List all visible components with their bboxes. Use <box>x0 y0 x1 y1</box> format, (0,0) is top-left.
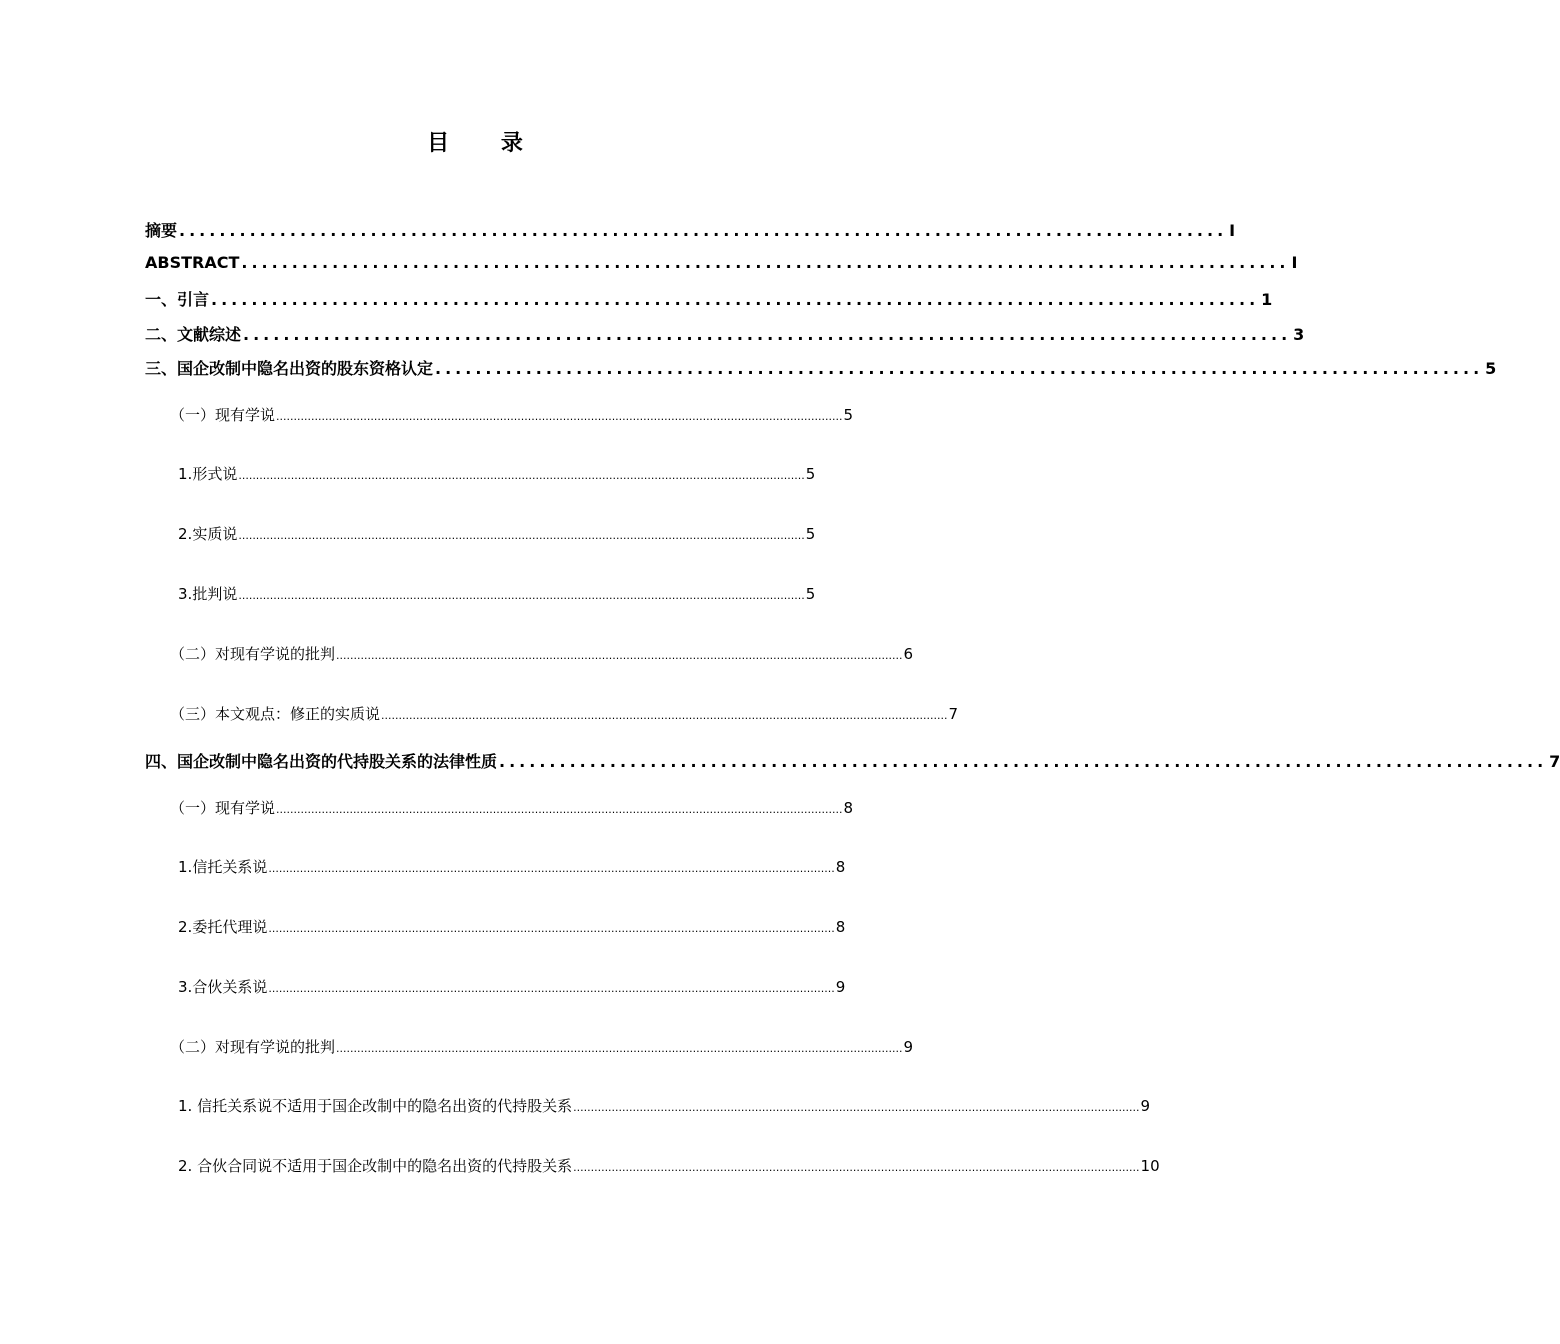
toc-leader-dots: ........................................................................................................ <box>179 221 1228 240</box>
toc-page-number: 8 <box>835 918 846 936</box>
toc-entry-number: 1. <box>178 465 193 483</box>
toc-entry[interactable] <box>178 523 816 544</box>
toc-leader-dots: .................................................................................................................................................................. <box>268 862 835 875</box>
toc-entry-number: 2. <box>178 525 193 543</box>
toc-entry-text: （一）现有学说 <box>170 799 276 817</box>
toc-entry[interactable] <box>145 287 1273 310</box>
toc-entry[interactable] <box>145 322 1305 345</box>
toc-entry-text: （二）对现有学说的批判 <box>170 645 336 663</box>
toc-page-number: 7 <box>1549 752 1560 771</box>
toc-leader-dots: .................................................................................................................................................................. <box>336 649 903 662</box>
toc-leader-dots: .................................................................................................................................................................. <box>268 982 835 995</box>
toc-entry[interactable] <box>170 404 854 425</box>
toc-page-number: 6 <box>903 645 914 663</box>
toc-entry[interactable] <box>178 976 846 997</box>
toc-entry-text: 2. 合伙合同说不适用于国企改制中的隐名出资的代持股关系 <box>178 1157 573 1175</box>
toc-page-number: 5 <box>843 406 854 424</box>
toc-page-number: 8 <box>843 799 854 817</box>
toc-leader-dots: .................................................................................................................................................................. <box>238 589 805 602</box>
toc-leader-dots: .................................................................................................................................................................. <box>276 803 843 816</box>
toc-page-number: 9 <box>903 1038 914 1056</box>
toc-page-number: 5 <box>805 585 816 603</box>
toc-entry[interactable] <box>178 856 846 877</box>
toc-entry-text: 信托关系说 <box>192 858 268 876</box>
toc-page-number: 1 <box>1261 290 1273 309</box>
toc-entry[interactable] <box>178 583 816 604</box>
toc-entry[interactable] <box>145 356 1497 379</box>
toc-entry-number: 1. <box>178 858 193 876</box>
toc-leader-dots: .................................................................................................................................................................. <box>276 410 843 423</box>
page-title: 目 录 <box>427 131 545 156</box>
toc-entry[interactable] <box>178 1095 1151 1116</box>
toc-leader-dots: .................................................................................................................................................................. <box>336 1042 903 1055</box>
toc-entry-text: 实质说 <box>192 525 238 543</box>
toc-entry[interactable] <box>178 1155 1160 1176</box>
toc-entry-text: 二、文献综述 <box>145 325 242 344</box>
toc-entry[interactable] <box>178 463 816 484</box>
toc-page-number: 10 <box>1140 1157 1160 1175</box>
toc-entry[interactable] <box>170 643 914 664</box>
toc-entry-text: 批判说 <box>192 585 238 603</box>
toc-entry[interactable] <box>170 1036 914 1057</box>
toc-entry[interactable] <box>145 749 1560 772</box>
toc-entry-text: 1. 信托关系说不适用于国企改制中的隐名出资的代持股关系 <box>178 1097 573 1115</box>
toc-entry-text: 三、国企改制中隐名出资的股东资格认定 <box>145 359 434 378</box>
toc-entry-text: （三）本文观点：修正的实质说 <box>170 705 381 723</box>
toc-entry-text: 合伙关系说 <box>192 978 268 996</box>
toc-leader-dots: .................................................................................................................................................................. <box>268 922 835 935</box>
toc-entry-text: （一）现有学说 <box>170 406 276 424</box>
toc-leader-dots: ........................................................................................................ <box>435 359 1484 378</box>
toc-leader-dots: .................................................................................................................................................................. <box>238 469 805 482</box>
toc-entry-text: 四、国企改制中隐名出资的代持股关系的法律性质 <box>145 752 498 771</box>
toc-entry-number: 3. <box>178 978 193 996</box>
toc-leader-dots: ........................................................................................................ <box>211 290 1260 309</box>
toc-leader-dots: .................................................................................................................................................................. <box>381 709 948 722</box>
toc-leader-dots: .................................................................................................................................................................. <box>238 529 805 542</box>
toc-entry[interactable] <box>178 916 846 937</box>
toc-page-number: I <box>1291 253 1298 272</box>
toc-page-number: 8 <box>835 858 846 876</box>
toc-page-number: 5 <box>1485 359 1497 378</box>
toc-leader-dots: .................................................................................................................................................................. <box>573 1101 1140 1114</box>
toc-entry[interactable] <box>145 253 1298 272</box>
toc-entry[interactable] <box>170 703 959 724</box>
toc-page-number: 9 <box>1140 1097 1151 1115</box>
toc-entry[interactable] <box>170 797 854 818</box>
toc-entry-text: （二）对现有学说的批判 <box>170 1038 336 1056</box>
toc-entry-text: 形式说 <box>192 465 238 483</box>
toc-leader-dots: .................................................................................................................................................................. <box>573 1161 1140 1174</box>
toc-entry-number: 3. <box>178 585 193 603</box>
toc-leader-dots: ........................................................................................................ <box>241 253 1290 272</box>
toc-page-number: 3 <box>1293 325 1305 344</box>
toc-leader-dots: ........................................................................................................ <box>499 752 1548 771</box>
toc-page-number: 9 <box>835 978 846 996</box>
toc-entry-text: 委托代理说 <box>192 918 268 936</box>
toc-page-number: 5 <box>805 465 816 483</box>
toc-entry[interactable] <box>145 218 1236 241</box>
toc-page-number: 7 <box>948 705 959 723</box>
toc-entry-number: 2. <box>178 918 193 936</box>
toc-entry-text: 摘要 <box>145 221 178 240</box>
toc-page-number: I <box>1229 221 1236 240</box>
toc-leader-dots: ........................................................................................................ <box>243 325 1292 344</box>
toc-entry-text: ABSTRACT <box>145 253 240 272</box>
toc-entry-text: 一、引言 <box>145 290 210 309</box>
toc-page-number: 5 <box>805 525 816 543</box>
